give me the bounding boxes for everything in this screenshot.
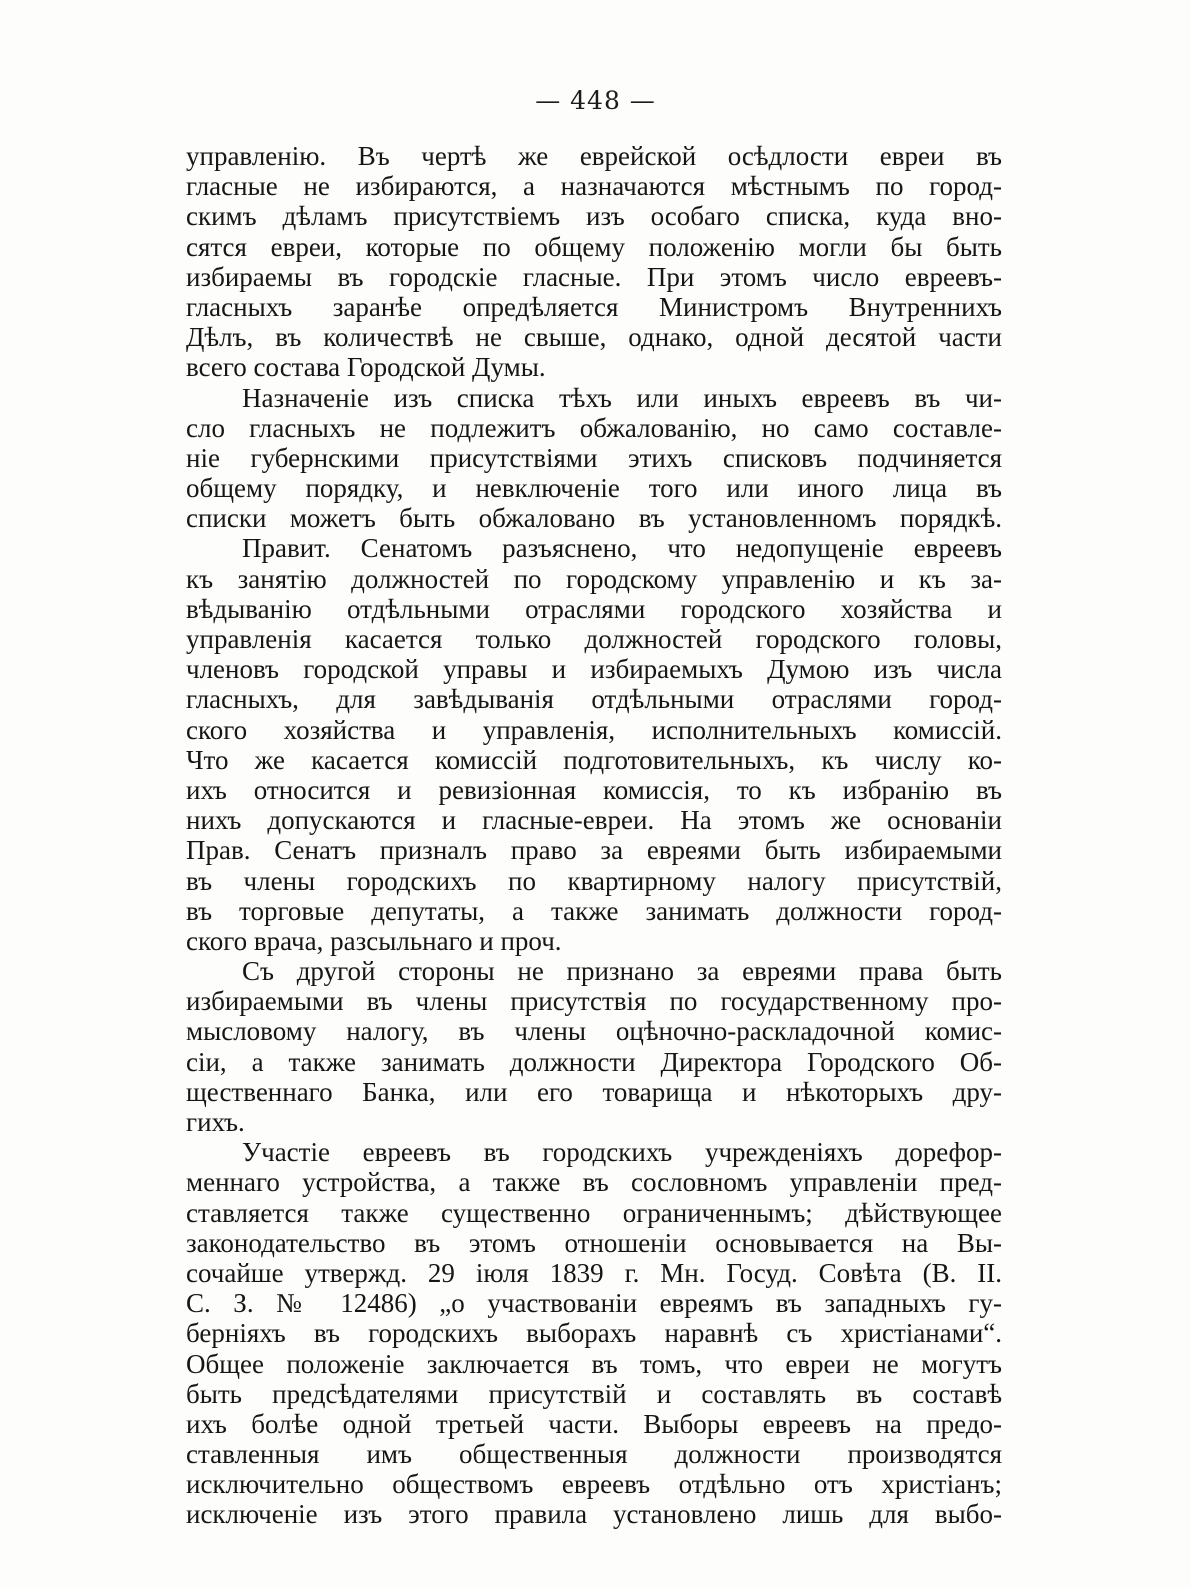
text-line: исключительно обществомъ евреевъ отдѣльно отъ христіанъ;	[186, 1469, 1002, 1500]
text-line: списки можетъ быть обжаловано въ установленномъ порядкѣ.	[186, 503, 1002, 534]
text-line: законодательство въ этомъ отношеніи основывается на Вы-	[186, 1227, 1002, 1258]
text-line: Прав. Сенатъ призналъ право за евреями быть избираемыми	[186, 835, 1002, 866]
text-line: Общее положеніе заключается въ томъ, что евреи не могутъ	[186, 1348, 1002, 1379]
text-line: вѣдыванію отдѣльными отраслями городского хозяйства и	[186, 593, 1002, 624]
text-line: ставляется также существенно ограниченнымъ; дѣйствующее	[186, 1197, 1002, 1228]
text-line: всего состава Городской Думы.	[186, 352, 546, 383]
text-line: въ торговые депутаты, а также занимать должности город-	[186, 895, 1002, 926]
text-line: управленію. Въ чертѣ же еврейской осѣдлости евреи въ	[186, 141, 1002, 171]
paragraph	[186, 1137, 1002, 1529]
text-line: въ члены городскихъ по квартирному налогу присутствій,	[186, 865, 1002, 896]
page-number: — 448 —	[535, 86, 656, 115]
text-line: сіи, а также занимать должности Директора Городского Об-	[186, 1046, 1002, 1077]
text-line: Правит. Сенатомъ разъяснено, что недопущеніе евреевъ	[242, 533, 1002, 564]
text-line: Съ другой стороны не признано за евреями права быть	[242, 956, 1002, 987]
text-line: берніяхъ въ городскихъ выборахъ наравнѣ съ христіанами“.	[186, 1318, 1002, 1349]
text-line: къ занятію должностей по городскому управленію и къ за-	[186, 563, 1002, 594]
text-line: щественнаго Банка, или его товарища и нѣкоторыхъ дру-	[186, 1076, 1002, 1107]
text-line: ского врача, разсыльнаго и проч.	[186, 925, 562, 956]
text-line: общему порядку, и невключеніе того или иного лица въ	[186, 473, 1002, 504]
text-line: Назначеніе изъ списка тѣхъ или иныхъ евреевъ въ чи-	[242, 382, 1002, 413]
text-line: Дѣлъ, въ количествѣ не свыше, однако, одной десятой части	[186, 322, 1002, 353]
text-line: Участіе евреевъ въ городскихъ учрежденіяхъ дорефор-	[242, 1137, 1002, 1168]
paragraph	[186, 533, 1002, 956]
text-line: быть предсѣдателями присутствій и составлять въ составѣ	[186, 1378, 1002, 1409]
text-line: членовъ городской управы и избираемыхъ Думою изъ числа	[186, 654, 1002, 685]
text-line: управленія касается только должностей городского головы,	[186, 624, 1002, 654]
text-line: мысловому налогу, въ члены оцѣночно-раскладочной комис-	[186, 1016, 1002, 1047]
text-line: меннаго устройства, а также въ сословномъ управленіи пред-	[186, 1167, 1002, 1198]
text-line: Что же касается комиссій подготовительныхъ, къ числу ко-	[186, 744, 1002, 775]
text-line: скимъ дѣламъ присутствіемъ изъ особаго списка, куда вно-	[186, 201, 1002, 232]
paragraph	[186, 383, 1002, 534]
text-line: гихъ.	[186, 1107, 245, 1137]
body-text	[186, 141, 1002, 1530]
text-line: С. З. № 12486) „о участвованіи евреямъ въ западныхъ гу-	[186, 1288, 1002, 1319]
text-line: ихъ болѣе одной третьей части. Выборы евреевъ на предо-	[186, 1408, 1002, 1439]
text-line: избираемы въ городскіе гласные. При этомъ число евреевъ-	[186, 261, 1002, 292]
text-line: ихъ относится и ревизіонная комиссія, то къ избранію въ	[186, 774, 1002, 805]
text-line: гласные не избираются, а назначаются мѣстнымъ по город-	[186, 171, 1002, 202]
text-line: гласныхъ, для завѣдыванія отдѣльными отраслями город-	[186, 684, 1002, 715]
text-line: сятся евреи, которые по общему положенію могли бы быть	[186, 231, 1002, 262]
text-line: нихъ допускаются и гласные-евреи. На этомъ же основаніи	[186, 805, 1002, 836]
text-line: избираемыми въ члены присутствія по государственному про-	[186, 986, 1002, 1017]
text-line: гласныхъ заранѣе опредѣляется Министромъ Внутреннихъ	[186, 291, 1002, 322]
paragraph	[186, 141, 1002, 383]
text-line: сочайше утвержд. 29 іюля 1839 г. Мн. Госуд. Совѣта (В. II.	[186, 1257, 1002, 1288]
text-line: ского хозяйства и управленія, исполнительныхъ комиссій.	[186, 714, 1002, 745]
text-line: ставленныя имъ общественныя должности производятся	[186, 1439, 1002, 1470]
text-line: ніе губернскими присутствіями этихъ списковъ подчиняется	[186, 442, 1002, 473]
text-line: исключеніе изъ этого правила установлено лишь для выбо-	[186, 1499, 1002, 1530]
paragraph	[186, 956, 1002, 1137]
text-line: сло гласныхъ не подлежитъ обжалованію, но само составле-	[186, 412, 1002, 443]
